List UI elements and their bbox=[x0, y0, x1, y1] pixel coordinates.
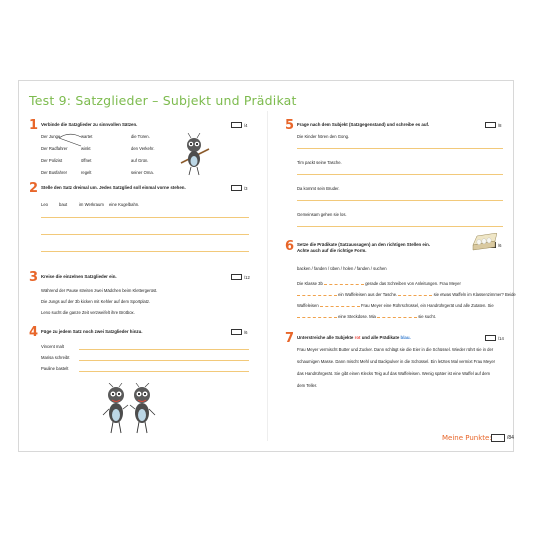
t7-text-line-2[interactable]: schaumigen Masse. Dann mischt Mehl und Backpulver in die Schüssel. Ein letztes Mal vermixt Frau Meyer bbox=[297, 359, 496, 364]
task-6-number: 6 bbox=[285, 239, 295, 254]
t3-sentence-1[interactable]: Während der Pause streiten zwei Mädchen beim Klettergerüst. bbox=[41, 288, 158, 293]
task-7-points: /14 bbox=[498, 336, 504, 341]
t2-answer-line-3[interactable] bbox=[41, 251, 249, 252]
t1-verb-1: wartet bbox=[81, 134, 93, 139]
blue-keyword: blau. bbox=[400, 335, 411, 340]
t6-gap-1[interactable] bbox=[324, 280, 364, 285]
t5-sentence-2: Tim packt seine Tasche. bbox=[297, 160, 342, 165]
task-5-points: /8 bbox=[498, 123, 502, 128]
t2-answer-line-1[interactable] bbox=[41, 217, 249, 218]
task-2-points: /3 bbox=[244, 186, 248, 191]
task-3-instruction: Kreise die einzelnen Satzglieder ein. bbox=[41, 274, 117, 279]
page-title: Test 9: Satzglieder – Subjekt und Prädikat bbox=[29, 93, 297, 108]
worksheet-page bbox=[18, 80, 514, 452]
t6-gap-5[interactable] bbox=[297, 313, 337, 318]
t1-subject-1: Der Junge bbox=[41, 134, 61, 139]
t1-verb-3: öffnet bbox=[81, 158, 92, 163]
t3-sentence-2[interactable]: Die Jungs auf der 3b kicken mit Kehler auf dem Sportplatz. bbox=[41, 299, 151, 304]
task-1-instruction: Verbinde die Satzglieder zu sinnvollen Sätzen. bbox=[41, 122, 138, 127]
t7-text-line-1[interactable]: Frau Meyer vermischt Butter und Zucker. Dann schlägt sie die Eier in die Schüssel. Wieder rührt sie in der bbox=[297, 347, 494, 352]
ants-illustration-icon bbox=[101, 383, 157, 435]
task-3-points: /12 bbox=[244, 275, 250, 280]
task-4-instruction: Füge zu jedem Satz noch zwei Satzglieder hinzu. bbox=[41, 329, 143, 334]
t4-start-1: Vincent malt bbox=[41, 344, 64, 349]
t4-start-3: Pauline bastelt bbox=[41, 366, 69, 371]
t6-wordbank: backen / fanden / üben / holen / fanden / suchen bbox=[297, 266, 387, 271]
t7-text-line-3[interactable]: das Handrührgerät. Sie gibt einen Klecks Teig auf das Waffeleisen. Wenig später ist eine Waffel auf dem bbox=[297, 371, 491, 376]
t5-sentence-4: Gemeinsam gehen sie los. bbox=[297, 212, 347, 217]
t1-verb-4: regelt bbox=[81, 170, 92, 175]
t5-answer-line-1[interactable] bbox=[297, 148, 503, 149]
t2-word-4: eine Kugelbahn. bbox=[109, 202, 140, 207]
task-5-instruction: Frage nach dem Subjekt (Satzgegenstand) und schreibe es auf. bbox=[297, 122, 430, 127]
t6-line-4: eine Steckdose. Mia sie sucht. bbox=[297, 313, 436, 319]
task-6-instruction-2: Achte auch auf die richtige Form. bbox=[297, 248, 367, 253]
t4-answer-line-3[interactable] bbox=[79, 371, 249, 372]
task-7-instruction: Unterstreiche alle Subjekte rot und alle Prädikate blau. bbox=[297, 335, 411, 340]
egg-carton-icon bbox=[471, 233, 497, 251]
task-4-score-box[interactable] bbox=[231, 329, 242, 335]
task-4-points: /6 bbox=[244, 330, 248, 335]
t1-subject-3: Der Polizist bbox=[41, 158, 63, 163]
t5-answer-line-2[interactable] bbox=[297, 174, 503, 175]
t6-gap-6[interactable] bbox=[377, 313, 417, 318]
ant-mascot-icon bbox=[177, 133, 211, 177]
task-1-points: /4 bbox=[244, 123, 248, 128]
t6-line-2: ein Waffeleisen aus der Tasche. sie etwas Waffeln im Klassenzimmer? Beide bbox=[297, 291, 516, 297]
t6-gap-2[interactable] bbox=[297, 291, 337, 296]
t7-text-line-4[interactable]: dem Teller. bbox=[297, 383, 318, 388]
t2-word-2: baut bbox=[59, 202, 68, 207]
task-2-number: 2 bbox=[29, 181, 39, 196]
t6-line-3: Waffeleisen Frau Meyer eine Rührschüssel, ein Handrührgerät und alle Zutaten. Sie bbox=[297, 303, 494, 308]
task-1-number: 1 bbox=[29, 118, 39, 133]
t1-object-1: die Türen. bbox=[131, 134, 150, 139]
t6-gap-3[interactable] bbox=[398, 291, 432, 296]
t1-verb-2: winkt bbox=[81, 146, 91, 151]
t5-sentence-1: Die Kinder hören den Gong. bbox=[297, 134, 350, 139]
t6-gap-4[interactable] bbox=[320, 302, 360, 307]
task-7-score-box[interactable] bbox=[485, 335, 496, 341]
t4-answer-line-2[interactable] bbox=[79, 360, 249, 361]
t3-sentence-3[interactable]: Leno sucht die ganze Zeit verzweifelt ihre Brotbox. bbox=[41, 310, 135, 315]
task-5-score-box[interactable] bbox=[485, 122, 496, 128]
t2-word-1: Leo bbox=[41, 202, 48, 207]
t1-subject-4: Der Busfahrer bbox=[41, 170, 68, 175]
task-5-number: 5 bbox=[285, 118, 295, 133]
task-6-points: /6 bbox=[498, 243, 502, 248]
total-score-box[interactable] bbox=[491, 434, 505, 442]
example-connection-line bbox=[57, 133, 87, 149]
task-2-score-box[interactable] bbox=[231, 185, 242, 191]
total-points-max: /84 bbox=[507, 435, 514, 441]
t4-start-2: Marisa schreibt bbox=[41, 355, 70, 360]
t1-object-2: den Verkehr. bbox=[131, 146, 155, 151]
task-6-instruction: Setze die Prädikate (Satzaussagen) an den richtigen Stellen ein. bbox=[297, 242, 430, 247]
t2-word-3: im Werkraum bbox=[79, 202, 104, 207]
t2-answer-line-2[interactable] bbox=[41, 234, 249, 235]
t5-answer-line-3[interactable] bbox=[297, 200, 503, 201]
column-divider bbox=[267, 111, 268, 441]
task-2-instruction: Stelle den Satz dreimal um. Jedes Satzglied soll einmal vorne stehen. bbox=[41, 185, 186, 190]
task-1-score-box[interactable] bbox=[231, 122, 242, 128]
t5-answer-line-4[interactable] bbox=[297, 226, 503, 227]
total-points-label: Meine Punkte: bbox=[442, 434, 492, 442]
task-4-number: 4 bbox=[29, 325, 39, 340]
task-3-number: 3 bbox=[29, 270, 39, 285]
t4-answer-line-1[interactable] bbox=[79, 349, 249, 350]
t6-line-1: Die Klasse 3b gerade das Schreiben von Anleitungen. Frau Meyer bbox=[297, 281, 461, 286]
task-7-number: 7 bbox=[285, 331, 295, 346]
task-3-score-box[interactable] bbox=[231, 274, 242, 280]
t1-object-4: seiner Oma. bbox=[131, 170, 154, 175]
red-keyword: rot bbox=[354, 335, 361, 340]
t1-object-3: auf Grün. bbox=[131, 158, 149, 163]
t5-sentence-3: Da kommt sein Bruder. bbox=[297, 186, 340, 191]
t1-subject-2: Der Radfahrer bbox=[41, 146, 68, 151]
